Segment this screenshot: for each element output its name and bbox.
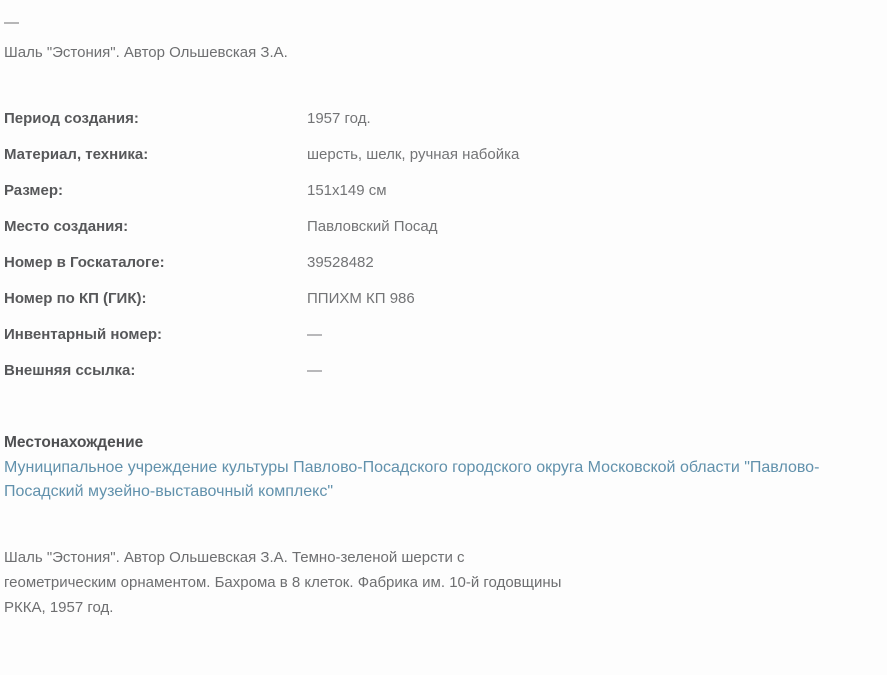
field-value: шерсть, шелк, ручная набойка: [307, 146, 520, 163]
field-label: Номер в Госкаталоге:: [4, 254, 165, 271]
page-title: Шаль "Эстония". Автор Ольшевская З.А.: [4, 44, 288, 61]
field-row-kp-number: [4, 288, 883, 309]
field-label: Место создания:: [4, 218, 129, 235]
field-label: Внешняя ссылка:: [4, 362, 136, 379]
field-label: Инвентарный номер:: [4, 326, 162, 343]
field-label: Материал, техника:: [4, 146, 149, 163]
field-label: Размер:: [4, 182, 64, 199]
record-header: [4, 8, 883, 68]
field-value: —: [307, 362, 322, 379]
field-label: Период создания:: [4, 110, 139, 127]
field-value: ППИХМ КП 986: [307, 290, 415, 307]
museum-link[interactable]: Муниципальное учреждение культуры Павлово-Посадского городского округа Московской области "Павлово-Посадский музейно-выставочный комплекс": [4, 459, 820, 500]
field-value: 1957 год.: [307, 110, 371, 127]
field-value: —: [307, 326, 322, 343]
field-row-external-link: [4, 360, 883, 381]
header-dash: —: [4, 14, 19, 31]
location-section: [4, 381, 883, 504]
field-label: Номер по КП (ГИК):: [4, 290, 147, 307]
field-row-material: [4, 144, 883, 165]
field-row-place: [4, 216, 883, 237]
record-fields: [4, 68, 883, 381]
field-row-goskatalog-number: [4, 252, 883, 273]
item-description: Шаль "Эстония". Автор Ольшевская З.А. Темно-зеленой шерсти с геометрическим орнаментом. Бахрома в 8 клеток. Фабрика им. 10-й годовщины РККА, 1957 год.: [4, 549, 562, 616]
field-row-period: [4, 108, 883, 129]
field-value: 39528482: [307, 254, 374, 271]
location-heading: Местонахождение: [4, 434, 144, 451]
field-row-inventory-number: [4, 324, 883, 345]
field-value: Павловский Посад: [307, 218, 438, 235]
field-row-size: [4, 180, 883, 201]
field-value: 151x149 см: [307, 182, 387, 199]
